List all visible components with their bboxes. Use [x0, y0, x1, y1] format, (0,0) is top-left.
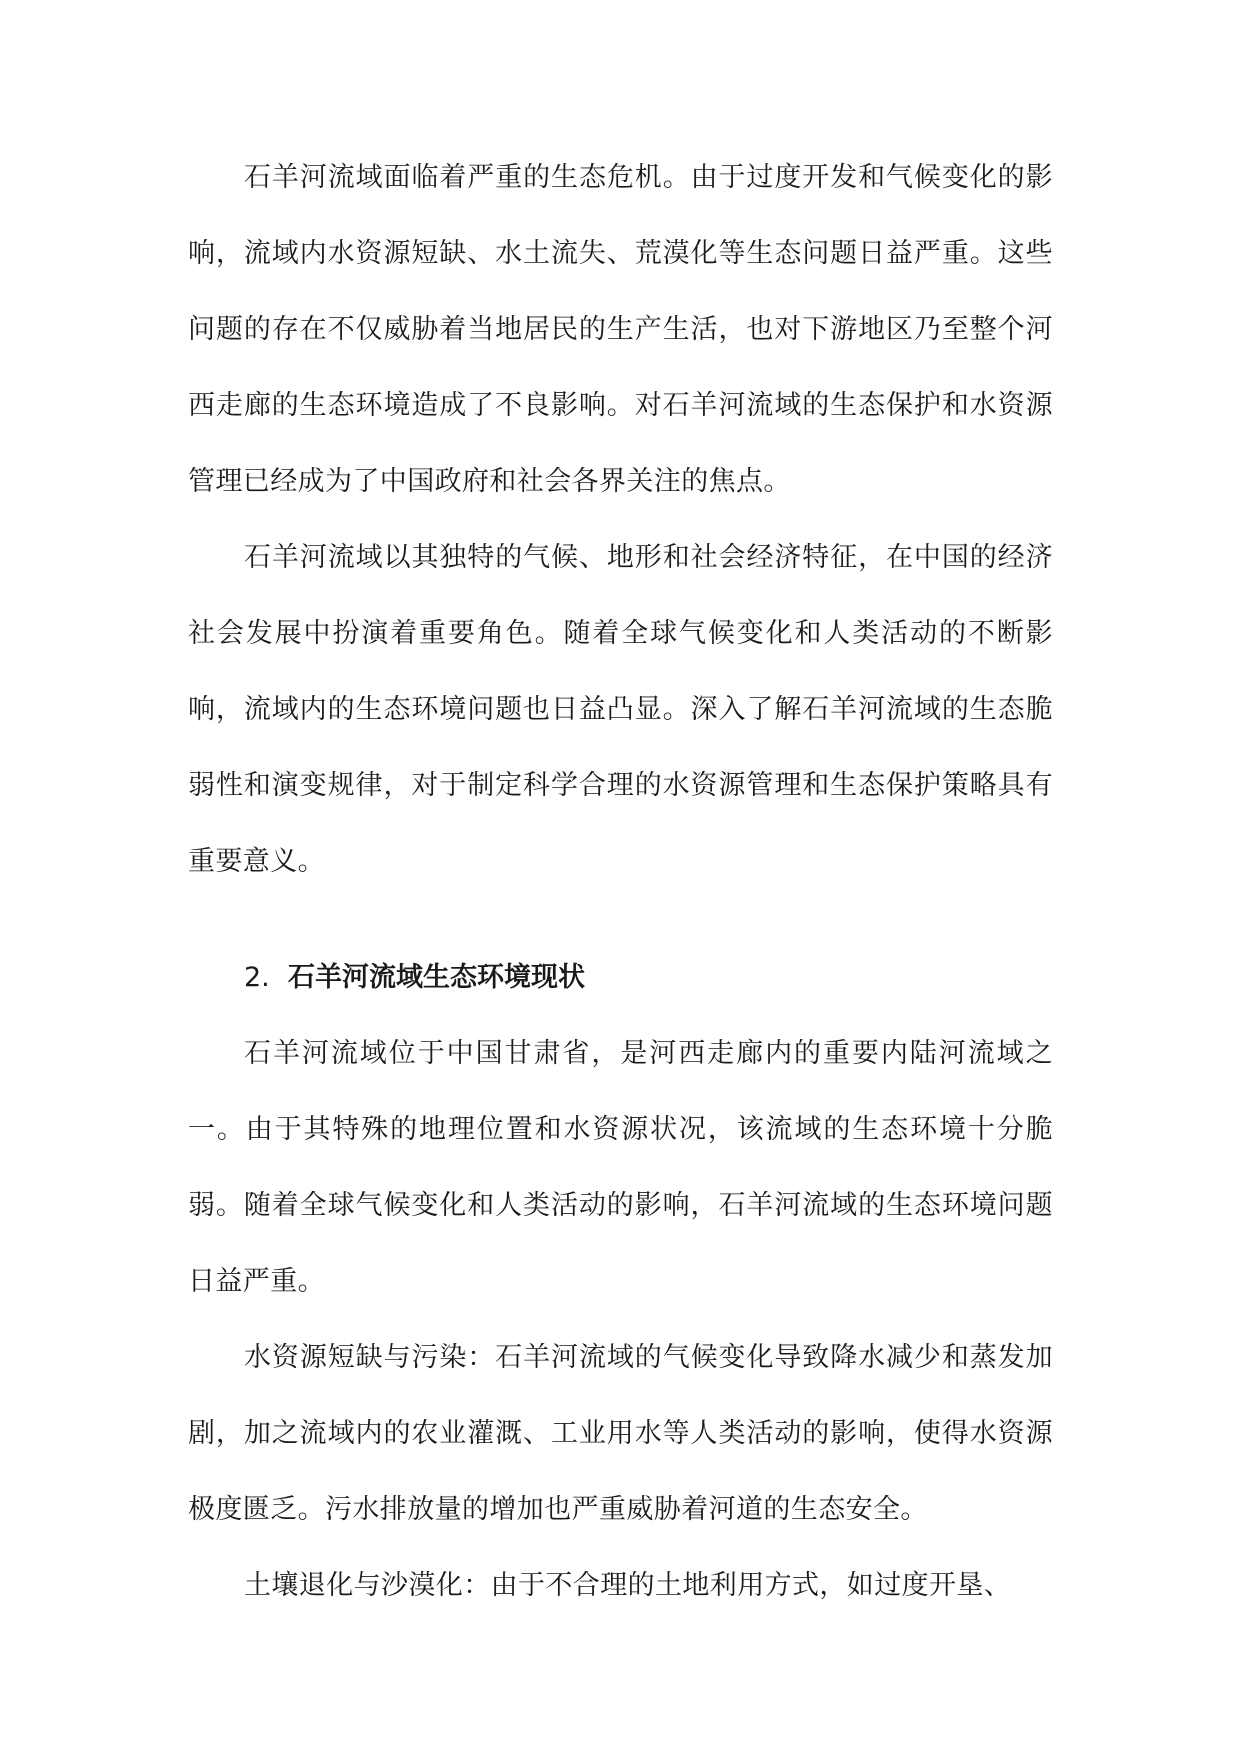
section-number: 2. [244, 962, 270, 993]
paragraph-soil-degradation: 土壤退化与沙漠化：由于不合理的土地利用方式，如过度开垦、 [244, 1570, 1012, 1601]
section-heading [188, 940, 1053, 1016]
section-spacer [188, 900, 1053, 940]
paragraph-ecological-crisis: 石羊河流域面临着严重的生态危机。由于过度开发和气候变化的影响，流域内水资源短缺、水土流失、荒漠化等生态问题日益严重。这些问题的存在不仅威胁着当地居民的生产生活，也对下游地区乃至整个河西走廊的生态环境造成了不良影响。对石羊河流域的生态保护和水资源管理已经成为了中国政府和社会各界关注的焦点。 [188, 162, 1053, 497]
paragraph-basin-characteristics: 石羊河流域以其独特的气候、地形和社会经济特征，在中国的经济社会发展中扮演着重要角色。随着全球气候变化和人类活动的不断影响，流域内的生态环境问题也日益凸显。深入了解石羊河流域的生态脆弱性和演变规律，对于制定科学合理的水资源管理和生态保护策略具有重要意义。 [188, 542, 1053, 877]
paragraph-water-shortage: 水资源短缺与污染：石羊河流域的气候变化导致降水减少和蒸发加剧，加之流域内的农业灌溉、工业用水等人类活动的影响，使得水资源极度匮乏。污水排放量的增加也严重威胁着河道的生态安全。 [188, 1342, 1053, 1525]
paragraph-basin-location: 石羊河流域位于中国甘肃省，是河西走廊内的重要内陆河流域之一。由于其特殊的地理位置和水资源状况，该流域的生态环境十分脆弱。随着全球气候变化和人类活动的影响，石羊河流域的生态环境问题日益严重。 [188, 1038, 1053, 1297]
section-title: 石羊河流域生态环境现状 [288, 962, 585, 993]
document-body [188, 140, 1053, 1624]
